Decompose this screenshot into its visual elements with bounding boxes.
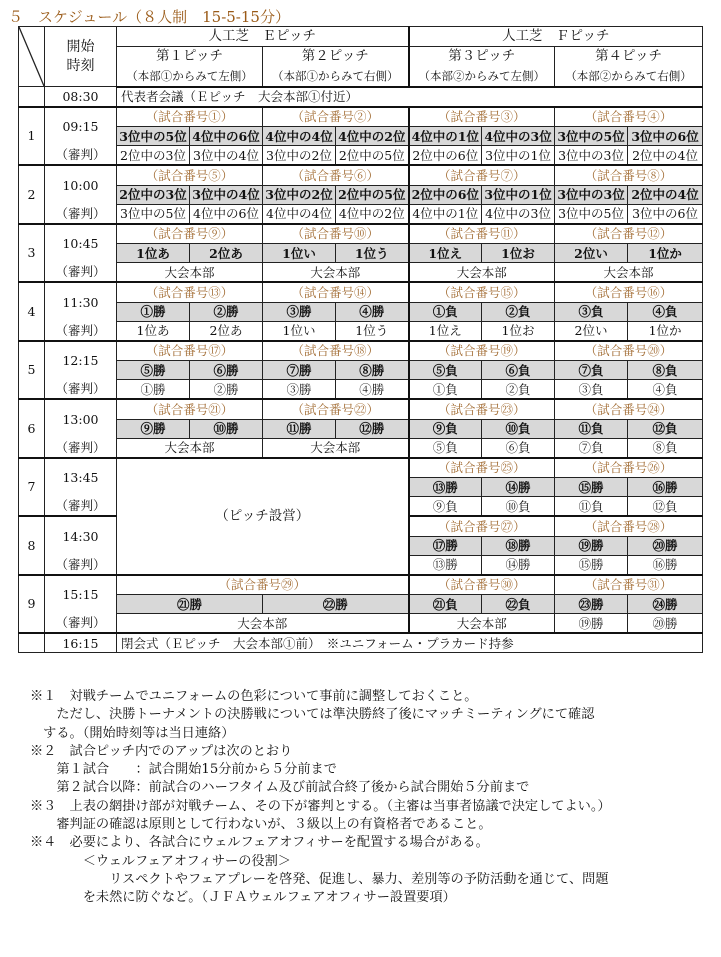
match-number: （試合番号㉒） bbox=[263, 399, 409, 419]
table-row bbox=[19, 127, 703, 146]
table-row bbox=[19, 204, 703, 224]
referee-cell: 大会本部 bbox=[409, 263, 555, 283]
referee-cell: 大会本部 bbox=[263, 438, 409, 458]
referee-cell: ①負 bbox=[409, 380, 482, 400]
table-row bbox=[19, 302, 703, 321]
team-cell: 2位中の5位 bbox=[336, 185, 409, 204]
team-cell: ⑦負 bbox=[555, 361, 628, 380]
closing-time: 16:15 bbox=[45, 633, 117, 653]
note-line: ※３ 上表の網掛け部が対戦チーム、その下が審判とする。（主審は当事者協議で決定してよい。） bbox=[30, 798, 611, 814]
referee-cell: 2位中の5位 bbox=[336, 146, 409, 166]
team-cell: ㉒負 bbox=[482, 595, 555, 614]
referee-cell: 4位中の1位 bbox=[409, 204, 482, 224]
team-cell: ⑧負 bbox=[628, 361, 703, 380]
field-f-header: 人工芝 Ｆピッチ bbox=[409, 27, 703, 47]
match-number: （試合番号⑤） bbox=[117, 165, 263, 185]
match-number: （試合番号②） bbox=[263, 107, 409, 127]
team-cell: ⑱勝 bbox=[482, 536, 555, 555]
match-number: （試合番号④） bbox=[555, 107, 703, 127]
match-number: （試合番号㉗） bbox=[409, 516, 555, 536]
kickoff-label-1: 開始 bbox=[66, 38, 95, 55]
team-cell: ㉑勝 bbox=[117, 595, 263, 614]
referee-cell: 2位あ bbox=[190, 321, 263, 341]
match-number: （試合番号⑬） bbox=[117, 282, 263, 302]
team-cell: ㉓勝 bbox=[555, 595, 628, 614]
team-cell: ⑤勝 bbox=[117, 361, 190, 380]
referee-cell: 1位え bbox=[409, 321, 482, 341]
referee-cell: 大会本部 bbox=[409, 614, 555, 634]
referee-cell: ⑮勝 bbox=[555, 555, 628, 575]
note-line: リスペクトやフェアプレーを啓発、促進し、暴力、差別等の予防活動を通じて、問題 bbox=[30, 871, 609, 887]
team-cell: 1位お bbox=[482, 244, 555, 263]
table-row bbox=[19, 146, 703, 166]
team-cell: ②勝 bbox=[190, 302, 263, 321]
table-row bbox=[19, 67, 703, 87]
referee-cell: 1位い bbox=[263, 321, 336, 341]
referee-cell: 3位中の5位 bbox=[555, 204, 628, 224]
table-row bbox=[19, 263, 703, 283]
team-cell: ⑪負 bbox=[555, 419, 628, 438]
table-row bbox=[19, 282, 703, 302]
round-time: 14:30 bbox=[45, 516, 117, 555]
team-cell: 2位中の6位 bbox=[409, 185, 482, 204]
diagonal-corner-cell bbox=[19, 27, 45, 87]
match-number: （試合番号㉔） bbox=[555, 399, 703, 419]
table-row bbox=[19, 399, 703, 419]
referee-cell: 3位中の4位 bbox=[190, 146, 263, 166]
team-cell: 1位あ bbox=[117, 244, 190, 263]
referee-cell: 2位中の6位 bbox=[409, 146, 482, 166]
referee-label: （審判） bbox=[45, 497, 117, 517]
notes-section bbox=[30, 688, 720, 908]
referee-label: （審判） bbox=[45, 263, 117, 283]
referee-cell: 大会本部 bbox=[117, 263, 263, 283]
team-cell: 2位あ bbox=[190, 244, 263, 263]
diagonal-line bbox=[19, 27, 44, 86]
team-cell: 3位中の6位 bbox=[628, 127, 703, 146]
closing-no bbox=[19, 633, 45, 653]
table-row bbox=[19, 341, 703, 361]
referee-cell: ④勝 bbox=[336, 380, 409, 400]
team-cell: ⑩負 bbox=[482, 419, 555, 438]
note-line: 審判証の確認は原則として行わないが、３級以上の有資格者であること。 bbox=[30, 817, 492, 833]
round-time: 12:15 bbox=[45, 341, 117, 380]
match-number: （試合番号⑥） bbox=[263, 165, 409, 185]
pitch-3-name: 第３ピッチ bbox=[409, 47, 555, 67]
team-cell: ⑮勝 bbox=[555, 478, 628, 497]
match-number: （試合番号㉘） bbox=[555, 516, 703, 536]
table-row bbox=[19, 224, 703, 244]
team-cell: ⑭勝 bbox=[482, 478, 555, 497]
table-row bbox=[19, 575, 703, 595]
team-cell: ⑦勝 bbox=[263, 361, 336, 380]
team-cell: ⑰勝 bbox=[409, 536, 482, 555]
team-cell: ⑲勝 bbox=[555, 536, 628, 555]
team-cell: ㉔勝 bbox=[628, 595, 703, 614]
team-cell: 1位え bbox=[409, 244, 482, 263]
team-cell: ⑤負 bbox=[409, 361, 482, 380]
round-number: 1 bbox=[19, 107, 45, 166]
referee-cell: ⑭勝 bbox=[482, 555, 555, 575]
round-number: 7 bbox=[19, 458, 45, 517]
team-cell: ②負 bbox=[482, 302, 555, 321]
referee-cell: 3位中の6位 bbox=[628, 204, 703, 224]
referee-cell: ⑦負 bbox=[555, 438, 628, 458]
table-row bbox=[19, 595, 703, 614]
referee-cell: 4位中の2位 bbox=[336, 204, 409, 224]
referee-cell: ⑤負 bbox=[409, 438, 482, 458]
table-row bbox=[19, 419, 703, 438]
referee-cell: ③勝 bbox=[263, 380, 336, 400]
table-row bbox=[19, 87, 703, 107]
team-cell: ⑩勝 bbox=[190, 419, 263, 438]
match-number: （試合番号㉛） bbox=[555, 575, 703, 595]
match-number: （試合番号⑮） bbox=[409, 282, 555, 302]
referee-label: （審判） bbox=[45, 380, 117, 400]
section-title: ５ スケジュール（８人制 15-5-15分） bbox=[8, 8, 290, 26]
round-number: 4 bbox=[19, 282, 45, 341]
referee-cell: 4位中の3位 bbox=[482, 204, 555, 224]
match-number: （試合番号⑲） bbox=[409, 341, 555, 361]
referee-cell: ①勝 bbox=[117, 380, 190, 400]
referee-cell: 2位中の4位 bbox=[628, 146, 703, 166]
team-cell: 2位い bbox=[555, 244, 628, 263]
team-cell: 3位中の5位 bbox=[555, 127, 628, 146]
match-number: （試合番号㉓） bbox=[409, 399, 555, 419]
match-number: （試合番号⑱） bbox=[263, 341, 409, 361]
team-cell: ③勝 bbox=[263, 302, 336, 321]
pitch-2-name: 第２ピッチ bbox=[263, 47, 409, 67]
match-number: （試合番号⑰） bbox=[117, 341, 263, 361]
team-cell: 1位い bbox=[263, 244, 336, 263]
pitch-3-sub: （本部②からみて左側） bbox=[409, 67, 555, 87]
opening-text: 代表者会議（Ｅピッチ 大会本部①付近） bbox=[117, 87, 703, 107]
referee-label: （審判） bbox=[45, 614, 117, 634]
round-number: 2 bbox=[19, 165, 45, 224]
referee-cell: ②勝 bbox=[190, 380, 263, 400]
match-number: （試合番号③） bbox=[409, 107, 555, 127]
table-row bbox=[19, 458, 703, 478]
team-cell: ⑧勝 bbox=[336, 361, 409, 380]
referee-cell: ⑩負 bbox=[482, 497, 555, 517]
referee-cell: ⑫負 bbox=[628, 497, 703, 517]
referee-cell: ⑬勝 bbox=[409, 555, 482, 575]
note-line: ※１ 対戦チームでユニフォームの色彩について事前に調整しておくこと。 bbox=[30, 689, 478, 704]
match-number: （試合番号㉖） bbox=[555, 458, 703, 478]
team-cell: 3位中の4位 bbox=[190, 185, 263, 204]
referee-cell: 3位中の2位 bbox=[263, 146, 336, 166]
match-number: （試合番号⑫） bbox=[555, 224, 703, 244]
referee-cell: ②負 bbox=[482, 380, 555, 400]
referee-cell: ④負 bbox=[628, 380, 703, 400]
schedule-table bbox=[18, 26, 703, 653]
referee-cell: 大会本部 bbox=[117, 438, 263, 458]
table-row bbox=[19, 438, 703, 458]
note-line: 第２試合以降：前試合のハーフタイム及び前試合終了後から試合開始５分前まで bbox=[30, 780, 530, 796]
referee-cell: 大会本部 bbox=[263, 263, 409, 283]
referee-label: （審判） bbox=[45, 204, 117, 224]
team-cell: 3位中の1位 bbox=[482, 185, 555, 204]
team-cell: ⑳勝 bbox=[628, 536, 703, 555]
table-row bbox=[19, 380, 703, 400]
note-line: ＜ウェルフェアオフィサーの役割＞ bbox=[30, 853, 291, 869]
team-cell: 3位中の3位 bbox=[555, 185, 628, 204]
referee-cell: 大会本部 bbox=[555, 263, 703, 283]
referee-cell: 4位中の4位 bbox=[263, 204, 336, 224]
match-number: （試合番号①） bbox=[117, 107, 263, 127]
team-cell: ①負 bbox=[409, 302, 482, 321]
table-row bbox=[19, 165, 703, 185]
pitch-1-sub: （本部①からみて左側） bbox=[117, 67, 263, 87]
note-line: を未然に防ぐなど。（ＪＦＡウェルフェアオフィサー設置要項） bbox=[30, 890, 456, 906]
referee-cell: ⑲勝 bbox=[555, 614, 628, 634]
team-cell: 2位中の4位 bbox=[628, 185, 703, 204]
team-cell: 2位中の3位 bbox=[117, 185, 190, 204]
team-cell: 4位中の6位 bbox=[190, 127, 263, 146]
referee-label: （審判） bbox=[45, 321, 117, 341]
referee-label: （審判） bbox=[45, 146, 117, 166]
referee-cell: 3位中の3位 bbox=[555, 146, 628, 166]
team-cell: 4位中の3位 bbox=[482, 127, 555, 146]
note-line: ただし、決勝トーナメントの決勝戦については準決勝終了後にマッチミーティングにて確認 bbox=[30, 707, 595, 723]
round-time: 10:45 bbox=[45, 224, 117, 263]
team-cell: ⑨負 bbox=[409, 419, 482, 438]
team-cell: ⑪勝 bbox=[263, 419, 336, 438]
pitch-4-name: 第４ピッチ bbox=[555, 47, 703, 67]
note-line: する。（開始時刻等は当日連絡） bbox=[30, 725, 235, 741]
note-line: 第１試合 ：試合開始15分前から５分前まで bbox=[30, 762, 337, 778]
table-row bbox=[19, 244, 703, 263]
team-cell: ㉑負 bbox=[409, 595, 482, 614]
referee-cell: ⑥負 bbox=[482, 438, 555, 458]
referee-cell: 3位中の5位 bbox=[117, 204, 190, 224]
team-cell: 1位う bbox=[336, 244, 409, 263]
table-row bbox=[19, 633, 703, 653]
referee-cell: 1位お bbox=[482, 321, 555, 341]
referee-cell: ③負 bbox=[555, 380, 628, 400]
team-cell: 1位か bbox=[628, 244, 703, 263]
round-time: 11:30 bbox=[45, 282, 117, 321]
table-row bbox=[19, 107, 703, 127]
team-cell: 4位中の4位 bbox=[263, 127, 336, 146]
pitch-2-sub: （本部①からみて右側） bbox=[263, 67, 409, 87]
team-cell: ⑫勝 bbox=[336, 419, 409, 438]
opening-no bbox=[19, 87, 45, 107]
round-time: 15:15 bbox=[45, 575, 117, 614]
round-number: 8 bbox=[19, 516, 45, 575]
table-row bbox=[19, 47, 703, 67]
referee-cell: 3位中の1位 bbox=[482, 146, 555, 166]
table-row bbox=[19, 614, 703, 634]
referee-cell: ⑳勝 bbox=[628, 614, 703, 634]
match-number: （試合番号⑩） bbox=[263, 224, 409, 244]
team-cell: 3位中の2位 bbox=[263, 185, 336, 204]
table-row bbox=[19, 27, 703, 47]
referee-cell: ⑨負 bbox=[409, 497, 482, 517]
table-row bbox=[19, 185, 703, 204]
match-number: （試合番号⑨） bbox=[117, 224, 263, 244]
team-cell: ⑫負 bbox=[628, 419, 703, 438]
referee-label: （審判） bbox=[45, 555, 117, 575]
note-line: ※２ 試合ピッチ内でのアップは次のとおり bbox=[30, 743, 293, 759]
table-row bbox=[19, 361, 703, 380]
team-cell: ⑥勝 bbox=[190, 361, 263, 380]
referee-cell: 2位い bbox=[555, 321, 628, 341]
team-cell: ⑯勝 bbox=[628, 478, 703, 497]
match-number: （試合番号⑭） bbox=[263, 282, 409, 302]
round-number: 5 bbox=[19, 341, 45, 400]
kickoff-label-2: 時刻 bbox=[66, 57, 95, 74]
round-time: 13:00 bbox=[45, 399, 117, 438]
match-number: （試合番号⑯） bbox=[555, 282, 703, 302]
team-cell: ④負 bbox=[628, 302, 703, 321]
team-cell: ⑥負 bbox=[482, 361, 555, 380]
team-cell: ㉒勝 bbox=[263, 595, 409, 614]
match-number: （試合番号⑧） bbox=[555, 165, 703, 185]
referee-cell: 1位う bbox=[336, 321, 409, 341]
team-cell: ⑨勝 bbox=[117, 419, 190, 438]
match-number: （試合番号㉙） bbox=[117, 575, 409, 595]
team-cell: 3位中の5位 bbox=[117, 127, 190, 146]
kickoff-time-header bbox=[45, 27, 117, 87]
pitch-1-name: 第１ピッチ bbox=[117, 47, 263, 67]
team-cell: ④勝 bbox=[336, 302, 409, 321]
round-time: 13:45 bbox=[45, 458, 117, 497]
round-number: 3 bbox=[19, 224, 45, 283]
opening-time: 08:30 bbox=[45, 87, 117, 107]
team-cell: ①勝 bbox=[117, 302, 190, 321]
round-number: 9 bbox=[19, 575, 45, 634]
round-time: 09:15 bbox=[45, 107, 117, 146]
round-time: 10:00 bbox=[45, 165, 117, 204]
referee-cell: ⑪負 bbox=[555, 497, 628, 517]
note-line: ※４ 必要により、各試合にウェルフェアオフィサーを配置する場合がある。 bbox=[30, 835, 489, 851]
referee-cell: 1位あ bbox=[117, 321, 190, 341]
referee-cell: 2位中の3位 bbox=[117, 146, 190, 166]
match-number: （試合番号⑳） bbox=[555, 341, 703, 361]
match-number: （試合番号㉕） bbox=[409, 458, 555, 478]
pitch-setup: （ピッチ設営） bbox=[117, 458, 409, 575]
referee-cell: ⑯勝 bbox=[628, 555, 703, 575]
round-number: 6 bbox=[19, 399, 45, 458]
match-number: （試合番号㉑） bbox=[117, 399, 263, 419]
table-row bbox=[19, 321, 703, 341]
referee-cell: 大会本部 bbox=[117, 614, 409, 634]
team-cell: 4位中の2位 bbox=[336, 127, 409, 146]
pitch-4-sub: （本部②からみて右側） bbox=[555, 67, 703, 87]
team-cell: 4位中の1位 bbox=[409, 127, 482, 146]
field-e-header: 人工芝 Ｅピッチ bbox=[117, 27, 409, 47]
referee-label: （審判） bbox=[45, 438, 117, 458]
team-cell: ⑬勝 bbox=[409, 478, 482, 497]
referee-cell: 1位か bbox=[628, 321, 703, 341]
referee-cell: 4位中の6位 bbox=[190, 204, 263, 224]
referee-cell: ⑧負 bbox=[628, 438, 703, 458]
match-number: （試合番号⑪） bbox=[409, 224, 555, 244]
match-number: （試合番号㉚） bbox=[409, 575, 555, 595]
match-number: （試合番号⑦） bbox=[409, 165, 555, 185]
closing-text: 閉会式（Ｅピッチ 大会本部①前） ※ユニフォーム・プラカード持参 bbox=[117, 633, 703, 653]
team-cell: ③負 bbox=[555, 302, 628, 321]
